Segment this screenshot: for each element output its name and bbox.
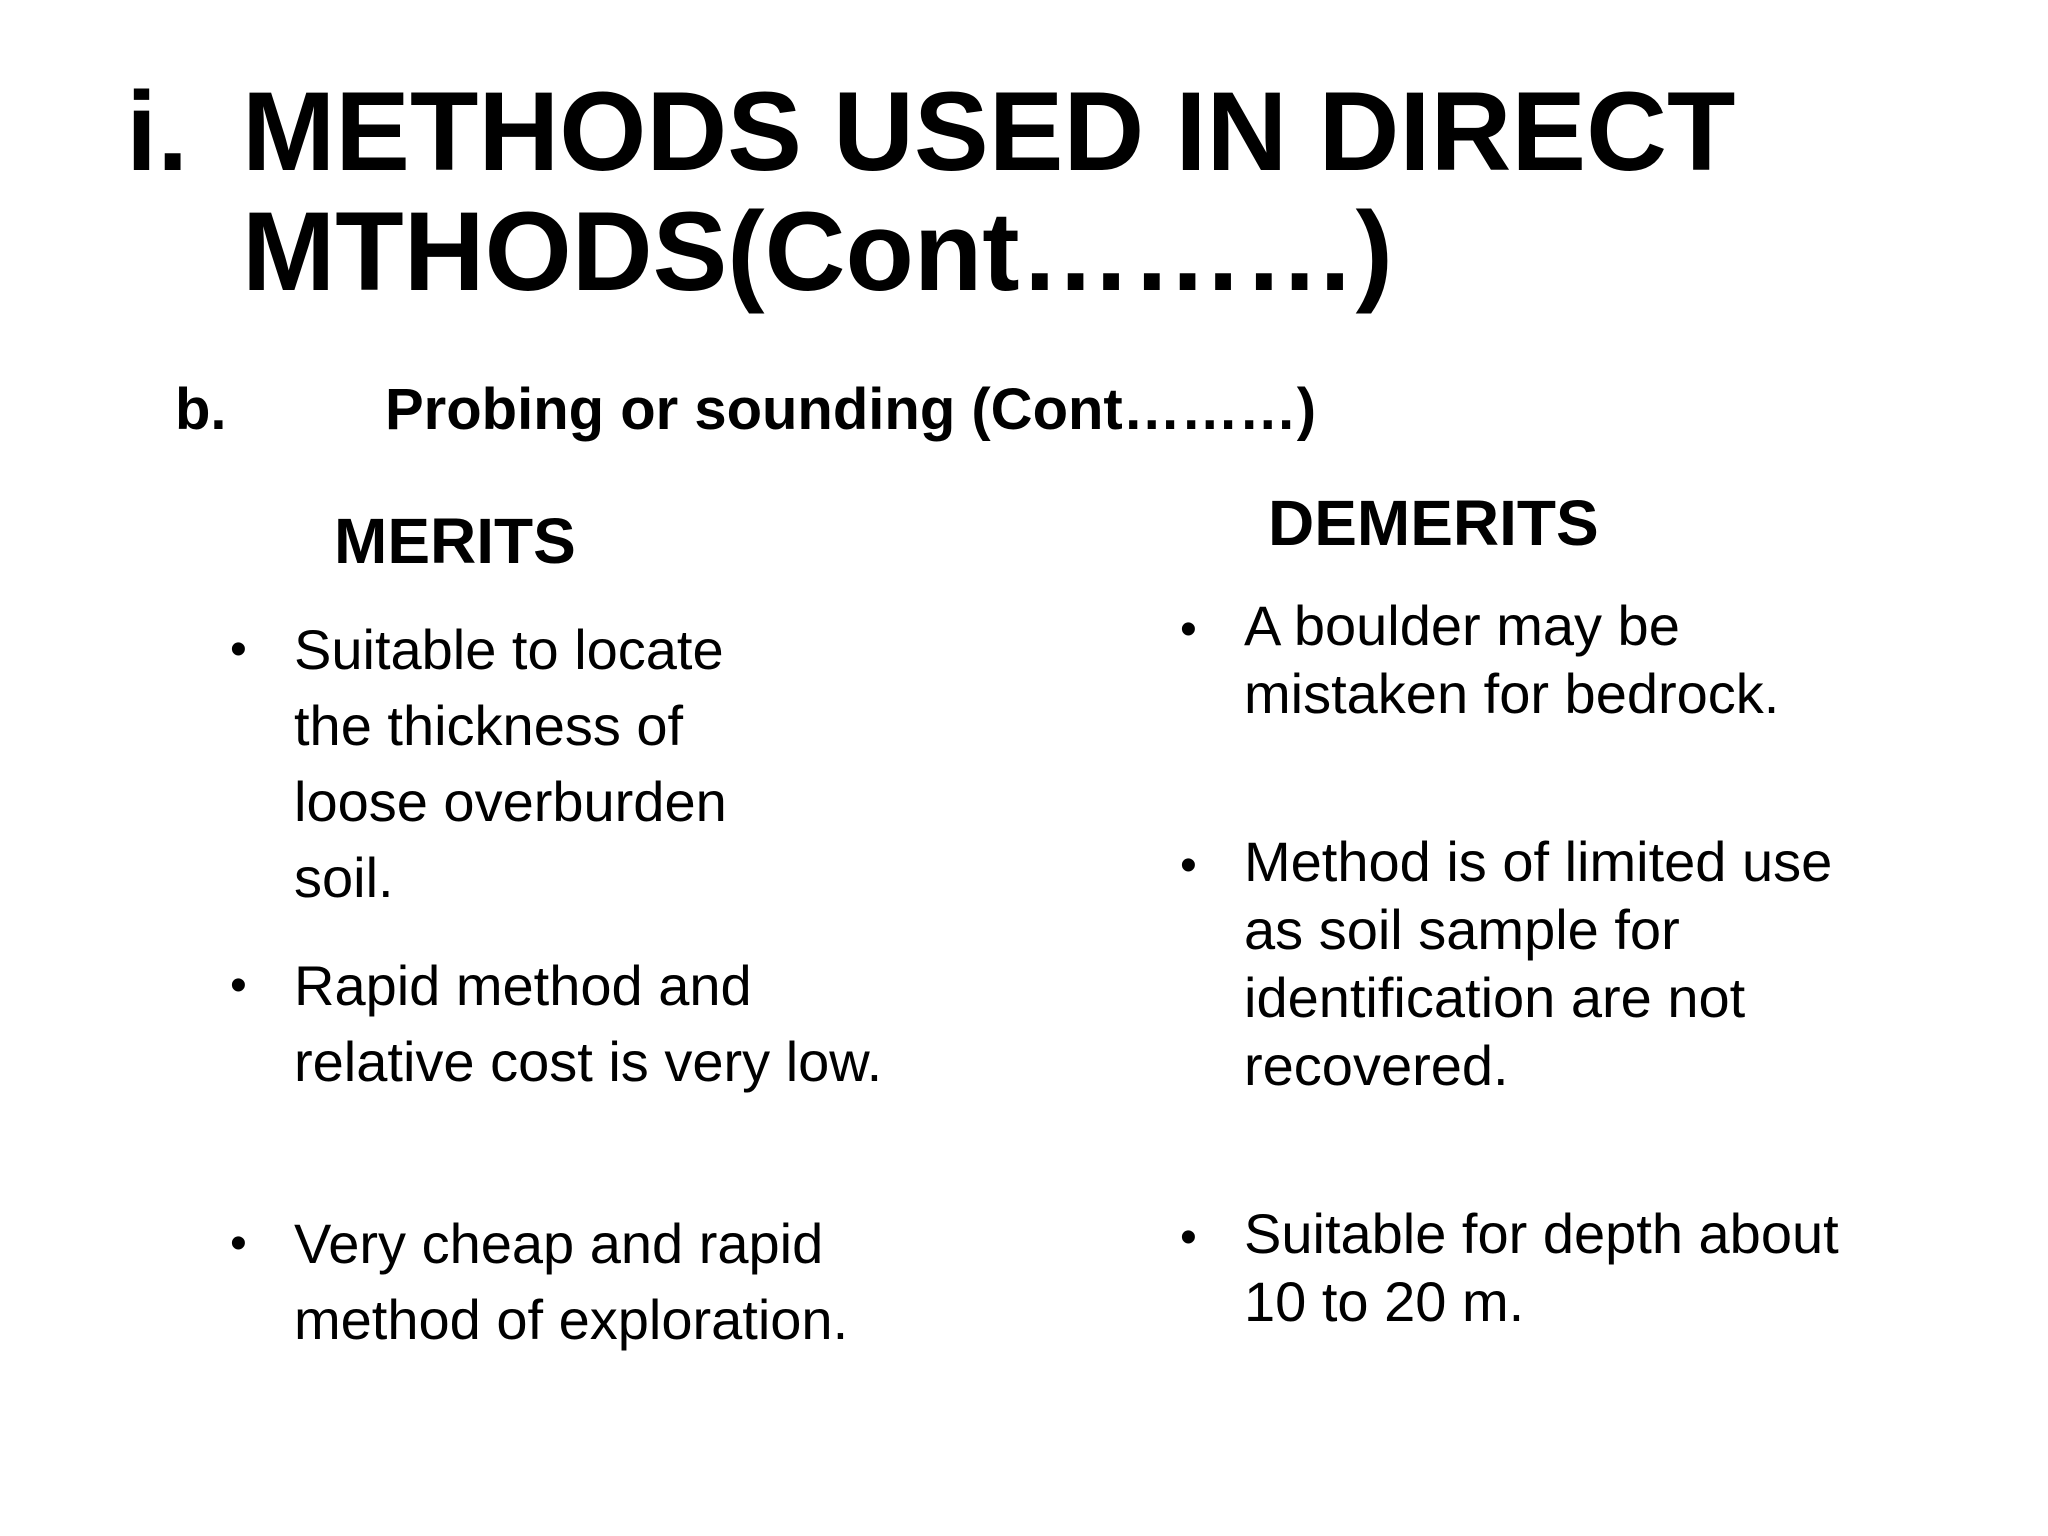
bullet-icon: • <box>1180 1211 1197 1264</box>
demerit-item-text: Method is of limited use as soil sample for identification are not recovered. <box>1244 830 1833 1097</box>
bullet-icon: • <box>230 959 247 1012</box>
demerit-item-text: Suitable for depth about 10 to 20 m. <box>1244 1202 1839 1333</box>
slide-title <box>242 69 1942 314</box>
merit-item-text: Rapid method and relative cost is very low. <box>294 954 883 1093</box>
merit-item-text: Suitable to locate the thickness of loose overburden soil. <box>294 618 727 909</box>
title-list-marker: i. <box>126 69 189 194</box>
merits-heading: MERITS <box>334 505 576 577</box>
bullet-icon: • <box>230 1217 247 1270</box>
demerit-item-text: A boulder may be mistaken for bedrock. <box>1244 594 1780 725</box>
subheading: Probing or sounding (Cont………) <box>385 377 1317 442</box>
bullet-icon: • <box>1180 839 1197 892</box>
bullet-icon: • <box>1180 603 1197 656</box>
slide-title-line-2: MTHODS(Cont………) <box>242 189 1393 314</box>
slide-title-line-1: METHODS USED IN DIRECT <box>242 69 1736 194</box>
subheading-list-marker: b. <box>175 377 227 442</box>
bullet-icon: • <box>230 623 247 676</box>
merit-item-text: Very cheap and rapid method of exploration. <box>294 1212 849 1351</box>
demerits-heading: DEMERITS <box>1268 487 1599 559</box>
